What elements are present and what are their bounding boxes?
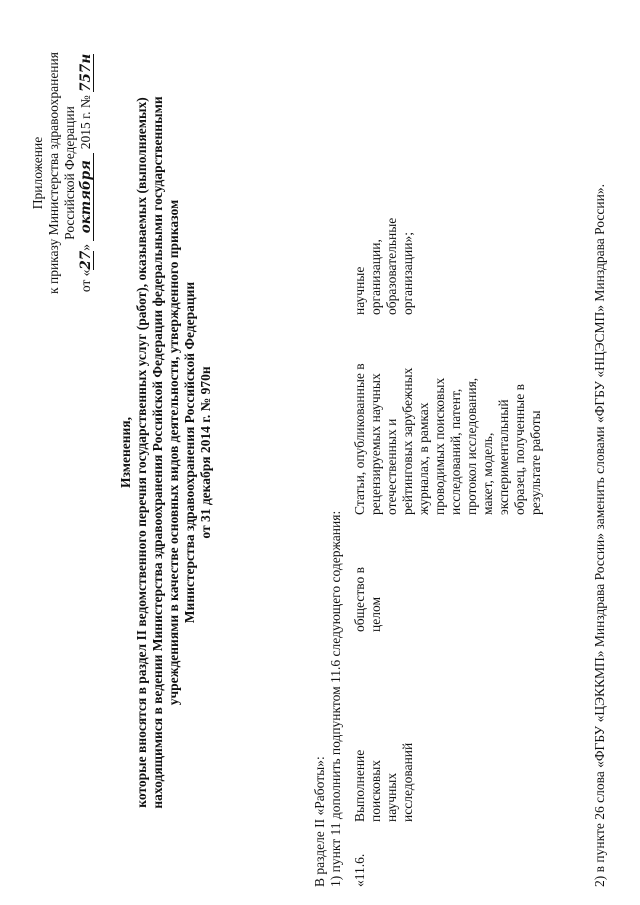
section-item-1: 1) пункт 11 дополнить подпунктом 11.6 следующего содержания: bbox=[328, 510, 343, 887]
appendix-label: Приложение bbox=[30, 136, 45, 210]
entry-recipients-line: образовательные bbox=[384, 217, 399, 315]
appendix-date-line bbox=[78, 13, 94, 333]
date-month: октября bbox=[79, 153, 94, 241]
entry-result-line: исследований, патент, bbox=[448, 388, 463, 515]
entry-consumer bbox=[352, 532, 384, 632]
section-heading: В разделе II «Работы»: bbox=[312, 756, 327, 887]
appendix-block bbox=[30, 13, 94, 333]
appendix-order-line: к приказу Министерства здравоохранения bbox=[46, 52, 61, 294]
entry-result-line: проводимых поисковых bbox=[432, 377, 447, 515]
entry-recipients-line: научные bbox=[352, 266, 367, 315]
entry-consumer-line: общество в bbox=[352, 566, 367, 632]
title-heading: Изменения, bbox=[118, 417, 133, 488]
entry-result-line: макет, модель, bbox=[480, 432, 495, 515]
entry-name bbox=[352, 692, 416, 822]
entry-recipients-line: организации»; bbox=[400, 232, 415, 315]
title-line-4: Министерства здравоохранения Российской Федерации bbox=[182, 281, 197, 624]
entry-result-line: результате работы bbox=[528, 410, 543, 515]
entry-result-line: журналах, в рамках bbox=[416, 402, 431, 515]
entry-recipients-line: организации, bbox=[368, 239, 383, 315]
date-mid: » bbox=[78, 244, 93, 251]
entry-result-line: экспериментальный bbox=[496, 399, 511, 515]
entry-name-line: научных исследований bbox=[384, 742, 415, 822]
date-day: 27 bbox=[78, 250, 94, 270]
entry-result-line: протокол исследования, bbox=[464, 377, 479, 515]
entry-name-line: Выполнение поисковых bbox=[352, 749, 383, 822]
section-item-2: 2) в пункте 26 слова «ФГБУ «ЦЭККМП» Минздрава России» заменить словами «ФГБУ «НЦЭСМП» Минздрава России». bbox=[592, 184, 607, 887]
entry-result-line: Статьи, опубликованные в bbox=[352, 363, 367, 515]
title-line-2: находящимися в ведении Министерства здравоохранения Российской Федерации федеральными государственными bbox=[150, 96, 165, 809]
title-line-3: учреждениями в качестве основных видов деятельности, утвержденного приказом bbox=[166, 199, 181, 706]
title-line-1: которые вносятся в раздел II ведомственного перечня государственных услуг (работ), оказываемых (выполняемых) bbox=[134, 97, 149, 808]
entry-number: «11.6. bbox=[352, 853, 367, 887]
document-title bbox=[118, 40, 214, 865]
entry-result bbox=[352, 320, 544, 515]
entry-result-line: рецензируемых научных bbox=[368, 373, 383, 515]
entry-result-line: образец, полученные в bbox=[512, 384, 527, 515]
section-intro bbox=[312, 511, 344, 887]
entry-recipients bbox=[352, 217, 416, 315]
title-line-5: от 31 декабря 2014 г. № 970н bbox=[198, 366, 213, 539]
date-prefix: от « bbox=[78, 269, 93, 293]
entry-consumer-line: целом bbox=[368, 597, 383, 632]
entry-result-line: рейтинговых зарубежных bbox=[400, 367, 415, 515]
date-year: 2015 г. № bbox=[78, 95, 93, 150]
entry-result-line: отечественных и bbox=[384, 418, 399, 515]
appendix-country-line: Российской Федерации bbox=[62, 106, 77, 240]
order-number: 757н bbox=[78, 53, 94, 92]
